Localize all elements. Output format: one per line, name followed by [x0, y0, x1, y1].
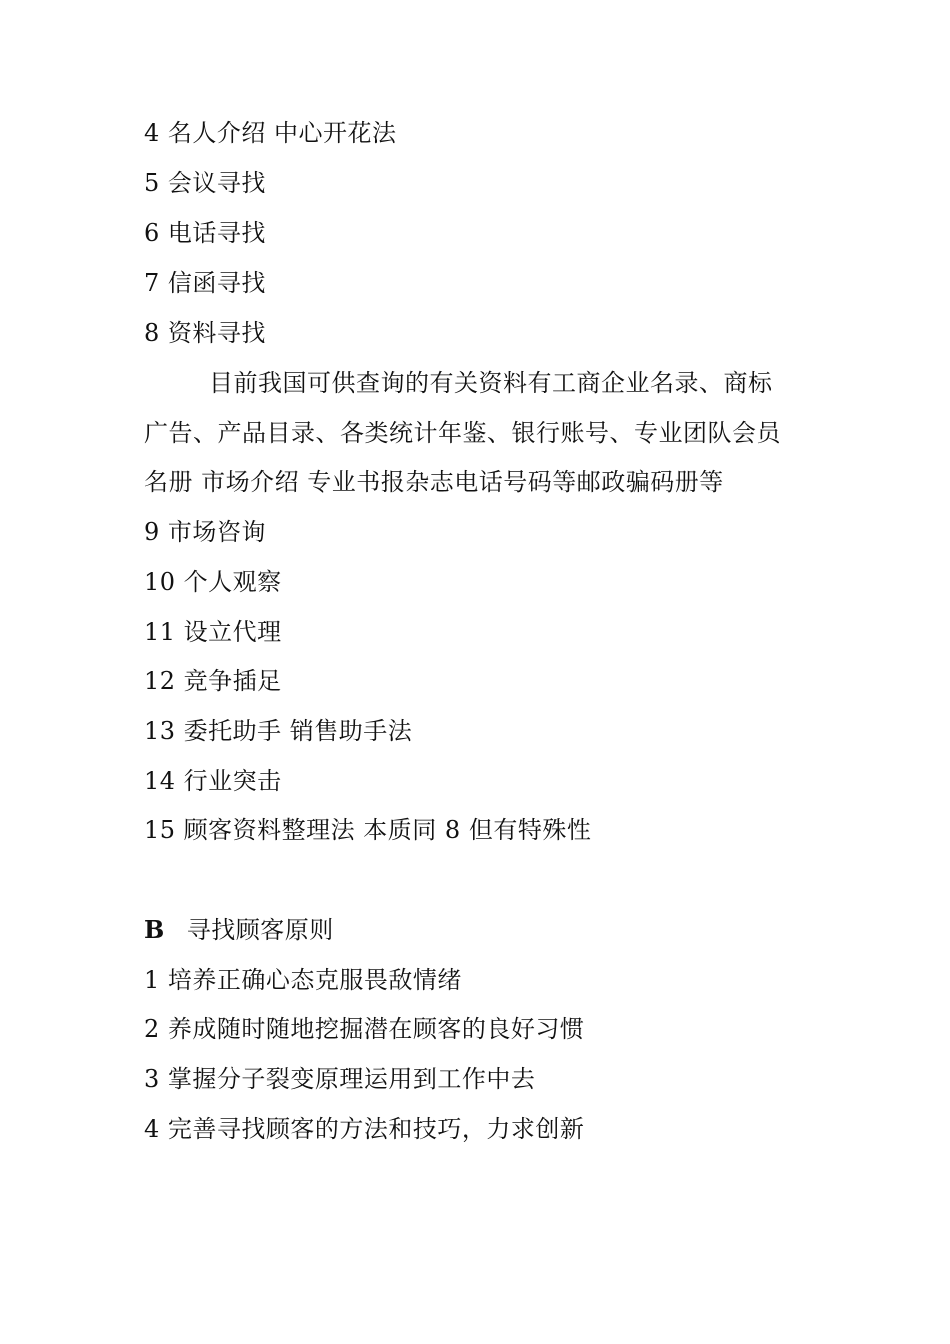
method-item-10: 10 个人观察: [144, 568, 282, 596]
principle-item-1: 1 培养正确心态克服畏敌情绪: [144, 966, 462, 994]
method-item-4: 4 名人介绍 中心开花法: [144, 119, 397, 147]
method-item-8: 8 资料寻找: [144, 319, 266, 347]
method-item-13: 13 委托助手 销售助手法: [144, 717, 413, 745]
resource-note-line-1: 目前我国可供查询的有关资料有工商企业名录、商标: [209, 369, 773, 397]
principle-item-2: 2 养成随时随地挖掘潜在顾客的良好习惯: [144, 1015, 585, 1043]
method-item-12: 12 竞争插足: [144, 667, 282, 695]
method-item-14: 14 行业突击: [144, 767, 282, 795]
principles-heading: [144, 915, 334, 945]
method-item-7: 7 信函寻找: [144, 269, 266, 297]
method-item-15: 15 顾客资料整理法 本质同 8 但有特殊性: [144, 816, 592, 844]
method-item-9: 9 市场咨询: [144, 518, 266, 546]
principles-heading-letter: B: [144, 915, 165, 944]
resource-note-line-3: 名册 市场介绍 专业书报杂志电话号码等邮政骗码册等: [144, 468, 724, 496]
principle-item-4: 4 完善寻找顾客的方法和技巧，力求创新: [144, 1115, 585, 1143]
resource-note-line-2: 广告、产品目录、各类统计年鉴、银行账号、专业团队会员: [144, 419, 781, 447]
method-item-6: 6 电话寻找: [144, 219, 266, 247]
method-item-11: 11 设立代理: [144, 618, 282, 646]
principles-heading-text: 寻找顾客原则: [186, 916, 334, 944]
method-item-5: 5 会议寻找: [144, 169, 266, 197]
principle-item-3: 3 掌握分子裂变原理运用到工作中去: [144, 1065, 536, 1093]
